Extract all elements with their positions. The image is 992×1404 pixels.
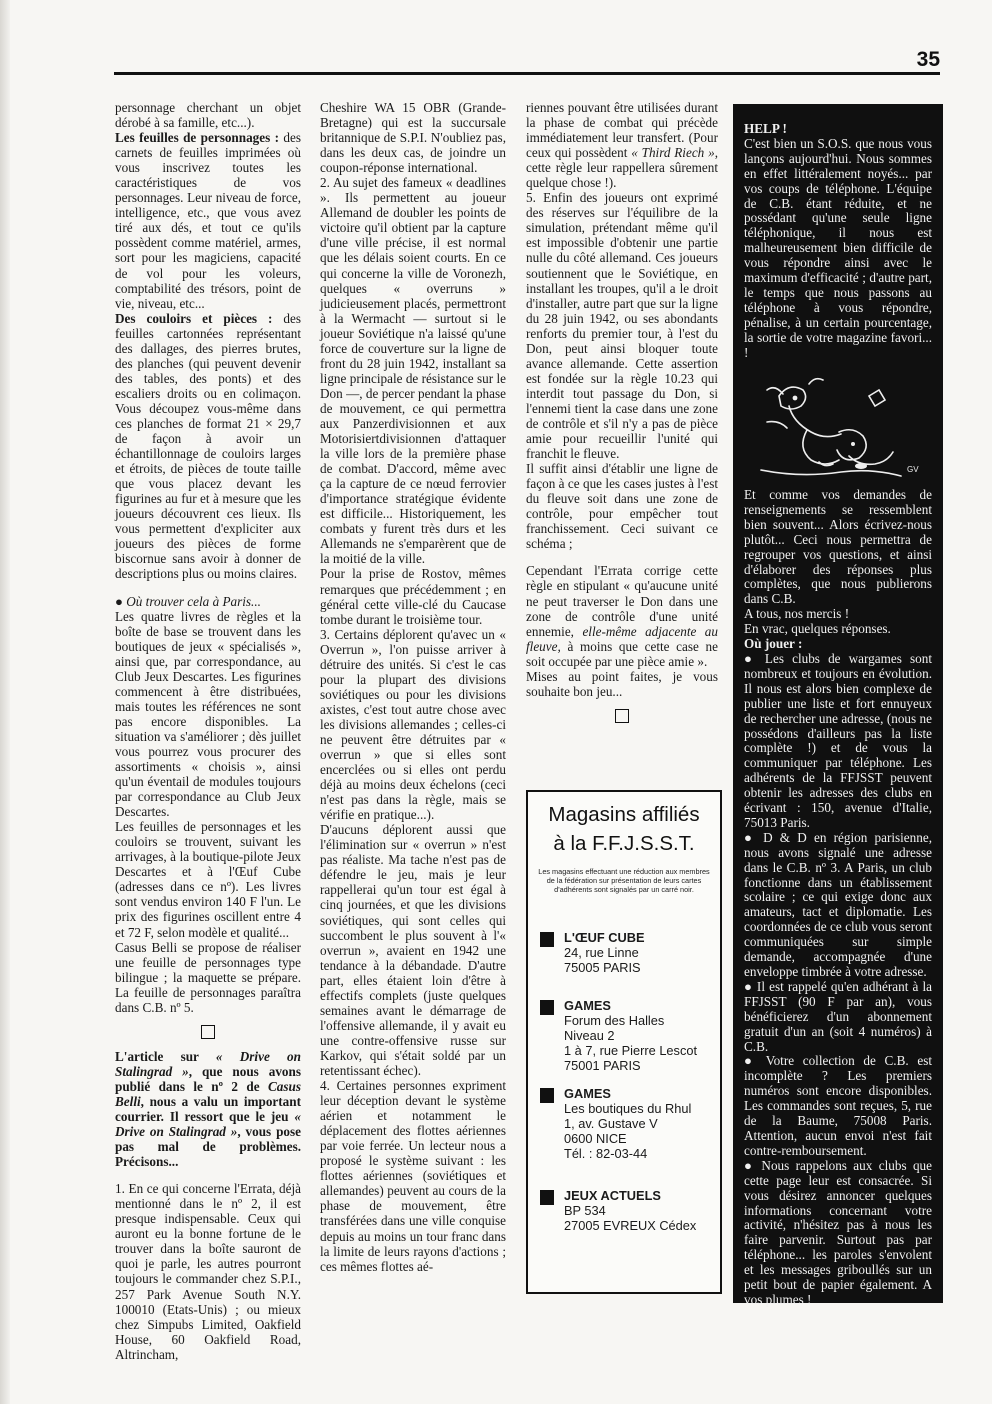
illustration-signature: GV xyxy=(907,465,919,474)
paragraph: Et comme vos demandes de renseignements se ressemblent bien souvent... Alors écrivez-nous plutôt... Ceci nous permettra de regrouper vos questions, et ainsi d'élaborer des réponses plus complètes, que nous publierons dans C.B. xyxy=(744,487,932,607)
paragraph: En vrac, quelques réponses. xyxy=(744,621,891,637)
paragraph: Les feuilles de personnages et les couloirs se trouvent, suivant les arrivages, à la boutique-pilote Jeux Descartes et à l'Œuf Cube (adresses dans ce nº). Les livres sont vendus environ 140 F l'un. Le prix des figurines oscillent entre 4 et 72 F, selon modèle et qualité... xyxy=(115,819,301,940)
section-break-square-icon xyxy=(615,709,629,723)
paragraph: C'est bien un S.O.S. que nous vous lançons aujourd'hui. Nous sommes en effet littéralement noyés... par vos coups de téléphone. L'équipe de C.B. étant réduite, et ne possédant qu'une seule ligne téléphonique, il nous est malheureusement bien difficile de vous répondre ainsi avec le maximum d'efficacité ; d'autre part, le temps que nous passons au téléphone à vous répondre, pénalise, à un certain pourcentage, la sortie de votre magazine favori... ! xyxy=(744,135,932,360)
column-2 xyxy=(320,100,506,1274)
shop-address: 0600 NICE xyxy=(564,1131,627,1147)
shop-address: Les boutiques du Rhul xyxy=(564,1101,692,1117)
paragraph-text: des carnets de feuilles imprimées où vous inscrivez toutes les caractéristiques de vos personnages. Leur niveau de force, intelligence, etc., que vous avez tiré aux dés, et tout ce qu'ils possèdent comme matériel, armes, sort pour les magiciens, capacité de vol pour les voleurs, comptabilité des trésors, point de vie, niveau, etc... xyxy=(115,130,301,311)
paragraph: ● D & D en région parisienne, nous avons signalé une adresse dans le C.B. nº 3. A Paris, un club fonctionne dans un établissement scolaire ; ce qui exige donc aux amateurs, tact et diplomatie. Les coordonnées de ce club vous seront communiquées sur simple demande, accompagnée d'une enveloppe timbrée à votre adresse. xyxy=(744,829,932,979)
paragraph-text: à moins que cette case ne soit occupée par une pièce amie ». xyxy=(526,638,718,669)
help-answers xyxy=(733,488,943,1308)
magazine-title: Casus Belli xyxy=(115,1078,301,1109)
paragraph: ● Il est rappelé qu'en adhérant à la FFJSST (90 F par an), vous bénéficierez d'un abonnement gratuit d'un an (soit 4 numéros) à C.B. xyxy=(744,978,932,1054)
affiliated-shops-ad xyxy=(526,790,722,1294)
paragraph: ● Votre collection de C.B. est incomplète ? Les premiers numéros sont encore disponibles. Les commandes sont reçues, 5, rue de la Baume, 75008 Paris. Attention, aucun envoi n'est fait contre-remboursement. xyxy=(744,1053,932,1158)
ad-title xyxy=(528,800,720,858)
paragraph: 5. Enfin des joueurs ont exprimé des réserves sur l'équilibre de la simulation, prétendant même qu'il est impossible d'obtenir une partie nulle du côté allemand. Ces joueurs soutiennent que le Soviétique, en installant les troupes, qu'il a le droit d'installer, autre part que sur la ligne du 28 juin 1942, ou ses abondants renforts du premier tour, à l'est du Don, peut ainsi bloquer toute avance allemande. Cette assertion est fondée sur la règle 10.23 qui interdit tout passage du Don, si l'ennemi tient la case dans une zone de contrôle et s'il n'y a pas de pièce amie pour recueillir l'unité qui franchit le fleuve. xyxy=(526,190,718,462)
paragraph-text: des feuilles cartonnées représentant des dallages, des pierres brutes, des planches (qui peuvent devenir des tables, des ponts) et des escaliers droits ou en colimaçon. Vous découpez vous-même dans ces planches de format 21 × 29,7 de façon à avoir un échantillonnage de couloirs larges et étroits, de pièces de toute taille que vous placez devant les figurines au fur et à mesure que les joueurs découvrent ces lieux. Ils vous permettent d'expliciter aux joueurs des pièces de forme biscornue sans avoir à donner de descriptions plus ou moins claires. xyxy=(115,310,301,582)
shop-entry xyxy=(540,1188,718,1233)
paragraph: 4. Certaines personnes expriment leur déception devant le système aérien et notamment le déplacement des flottes aériennes par voie ferrée. Un lecteur nous a proposé le système suivant : les flottes aériennes (soviétiques et allemandes) peuvent au cours de la phase de mouvement, être transférées dans une ville conquise depuis au moins un tour franc dans la limite de leurs rayons d'actions ; ces mêmes flottes aé- xyxy=(320,1078,506,1274)
paragraph: ● Nous rappelons aux clubs que cette page leur est consacrée. Si vous désirez annoncer quelques informations concernant votre activité, n'hésitez pas à nous les faire parvenir. Surtout pas par téléphone... les paroles s'envolent et les messages griboullés sur un petit bout de papier également. A vos plumes ! xyxy=(744,1157,932,1307)
help-intro xyxy=(733,122,943,361)
ad-subtitle: Les magasins effectuant une réduction aux membres de la fédération sur présentation de leurs cartes d'adhérents sont signalés par un carré noir. xyxy=(538,867,710,894)
column-1 xyxy=(115,100,301,1362)
paragraph: A tous, nos mercis ! xyxy=(744,606,850,622)
paragraph: 1. En ce qui concerne l'Errata, déjà mentionné dans le nº 2, il est presque indispensable. Ceux qui auront eu la bonne fortune de le trouver dans la boîte sauront de quoi je parle, les autres pourront toujours le commander chez S.P.I., 257 Park Avenue South N.Y. 100010 (Etats-Unis) ; ou mieux chez Simpubs Limited, Oakfield House, 60 Oakfield Road, Altrincham, xyxy=(115,1181,301,1362)
game-title: « Third Riech » xyxy=(631,145,715,161)
paragraph: personnage cherchant un objet dérobé à sa famille, etc...). xyxy=(115,100,301,131)
member-discount-square-icon xyxy=(540,1000,554,1015)
page-number: 35 xyxy=(916,48,940,71)
section-heading-text: Où trouver cela à Paris... xyxy=(126,593,261,609)
paragraph: D'aucuns déplorent aussi que l'élimination sur « overrun » n'est pas réaliste. Ma tache n'est pas de défendre le jeu, mais je leur rappellerai qu'un tour est égal à cinq journées, et que les divisions soviétiques, qui sont celles qui succombent le plus souvent à l'« overrun », avaient en 1942 une tendance à la débandade. D'autre part, elles étaient loin d'être à effectifs complets (juste quelques semaines avant le démarrage de l'offensive allemande, il y avait eu une contre-offensive russe sur Karkov, qui s'était soldé par un retentissant échec). xyxy=(320,822,506,1078)
member-discount-square-icon xyxy=(540,1088,554,1103)
shop-address: 1 à 7, rue Pierre Lescot xyxy=(564,1043,698,1059)
paragraph-text: riennes pouvant être utilisées durant la phase de combat qui précède immédiatement leur transfert. (Pour ceux qui possèdent xyxy=(526,100,718,161)
section-break-square-icon xyxy=(201,1025,215,1039)
intro-text: L'article sur xyxy=(115,1048,216,1064)
shop-address: 1, av. Gustave V xyxy=(564,1116,658,1132)
intro-text: , nous a valu un important courrier. Il ressort que le jeu xyxy=(115,1093,301,1124)
emphasis-text: elle-même adjacente au fleuve, xyxy=(526,623,718,654)
shop-address: Forum des Halles xyxy=(564,1013,665,1029)
game-title: « Drive on Stalingrad » xyxy=(115,1048,301,1079)
shop-entry xyxy=(540,1086,718,1161)
shop-address: 24, rue Linne xyxy=(564,945,639,961)
bullet-icon: ● xyxy=(115,593,123,609)
paragraph-text: , cette règle leur rappellera sûrement quelque chose !). xyxy=(526,145,718,191)
shop-entry xyxy=(540,998,718,1073)
paragraph: ● Les clubs de wargames sont nombreux et toujours en évolution. Il nous est alors bien complexe de publier une liste et fort ennuyeux de rechercher une adresse, (nous ne possédons d'ailleurs pas la liste complète !) et de vous la communiquer par téléphone. Les adhérents de la FFJSST peuvent obtenir les adresses des clubs en écrivant : 150, avenue d'Italie, 75013 Paris. xyxy=(744,650,932,830)
paragraph: Casus Belli se propose de réaliser une feuille de personnages type bilingue ; la maquette se prépare. La feuille de personnages paraîtra dans C.B. nº 5. xyxy=(115,939,301,1015)
ad-title-line: Magasins affiliés xyxy=(548,803,700,826)
intro-text: , que nous avons publié dans le nº 2 de xyxy=(115,1063,301,1094)
paragraph: Cheshire WA 15 OBR (Grande-Bretagne) qui est la succursale britannique de S.P.I. N'oubliez pas, dans les deux cas, de joindre un coupon-réponse international. xyxy=(320,100,506,176)
member-discount-square-icon xyxy=(540,932,554,947)
shop-entry xyxy=(540,930,718,975)
paragraph-text: Cependant l'Errata corrige cette règle en stipulant « qu'aucune unité ne peut traverser le Don dans une zone de contrôle d'une unité ennemie, xyxy=(526,563,718,639)
paragraph: Il suffit ainsi d'établir une ligne de façon à ce que les cases justes à l'est du fleuve soit dans une zone de contrôle, pour empêcher tout franchissement. Ceci suivant ce schéma ; xyxy=(526,461,718,552)
shop-address: Niveau 2 xyxy=(564,1028,615,1044)
paragraph: Mises au point faites, je vous souhaite bon jeu... xyxy=(526,668,718,699)
paragraph: Pour la prise de Rostov, mêmes remarques que précédemment ; en général cette ville-clé du Caucase tombe durant le troisième tour. xyxy=(320,566,506,627)
help-title: HELP ! xyxy=(744,121,787,136)
cartoon-illustration xyxy=(749,366,929,484)
shop-name: GAMES xyxy=(564,1086,611,1101)
paragraph xyxy=(526,100,718,190)
section-heading xyxy=(115,594,301,609)
column-3 xyxy=(526,100,718,733)
shop-name: L'ŒUF CUBE xyxy=(564,930,645,945)
paragraph: 2. Au sujet des fameux « deadlines ». Ils permettent au joueur Allemand de doubler les points de victoire qu'il obtient par la capture d'une ville précise, il est normal que les délais soient courts. En ce qui concerne la ville de Voronezh, quelques « overruns » judicieusement placés, permettront à la Wermacht — surtout si le joueur Soviétique n'a laissé qu'une force de couverture sur la ligne de front du 28 juin 1942, installant sa ligne principale de résistance sur le Don —, de percer pendant la phase de mouvement, ce qui permettra aux Panzerdivisionnen et aux Motorisiertdivisionnen d'attaquer la ville lors de la première phase de combat. D'accord, même avec ça la capture de ce nœud ferrovier d'importance stratégique évidente est difficile... Historiquement, les combats y furent très durs et les Allemands ne s'emparèrent que de la moitié de la ville. xyxy=(320,175,506,567)
member-discount-square-icon xyxy=(540,1190,554,1205)
shop-name: JEUX ACTUELS xyxy=(564,1188,661,1203)
shop-address: BP 534 xyxy=(564,1203,606,1219)
header-rule xyxy=(114,72,940,75)
paragraph xyxy=(115,130,301,311)
paragraph xyxy=(526,563,718,668)
ad-title-line: à la F.F.J.S.S.T. xyxy=(553,832,695,856)
term-heading: Les feuilles de personnages : xyxy=(115,130,280,146)
paragraph: Les quatre livres de règles et la boîte de base se trouvent dans les boutiques de jeux « spécialisés », ainsi que, par correspondance, au Club Jeux Descartes. Les figurines commencent à être distribuées, mais toutes les références ne sont pas encore disponibles. La situation va s'améliorer ; dès juillet vous pourrez vous procurer des assortiments « choisis », ainsi qu'un éventail de modules toujours par correspondance au Club Jeux Descartes. xyxy=(115,608,301,820)
game-title: « Drive on Stalingrad » xyxy=(115,1109,301,1140)
shop-name: GAMES xyxy=(564,998,611,1013)
shop-address: 27005 EVREUX Cédex xyxy=(564,1218,697,1234)
term-heading: Des couloirs et pièces : xyxy=(115,310,273,326)
intro-text: , vous pose pas mal de problèmes. Précisons... xyxy=(115,1124,301,1170)
shop-address: 75001 PARIS xyxy=(564,1058,641,1074)
subheading: Où jouer : xyxy=(744,636,803,652)
intro-paragraph xyxy=(115,1049,301,1169)
paragraph xyxy=(115,311,301,582)
paragraph: 3. Certains déplorent qu'avec un « Overrun », l'on puisse arriver à détruire des unités. Si c'est le cas pour la plupart des divisions soviétiques ou pour les divisions axistes, c'est tout autre chose avec les divisions allemandes ; celles-ci ne peuvent être détruites par « overrun » que si elles sont encerclées ou si elles ont perdu déjà au moins deux échelons (ceci n'est pas dans la règle, mais se vérifie en pratique...). xyxy=(320,626,506,823)
help-sidebar xyxy=(733,104,943,1307)
shop-address: 75005 PARIS xyxy=(564,960,641,976)
page-edge xyxy=(0,0,10,1404)
shop-address: Tél. : 82-03-44 xyxy=(564,1146,648,1162)
